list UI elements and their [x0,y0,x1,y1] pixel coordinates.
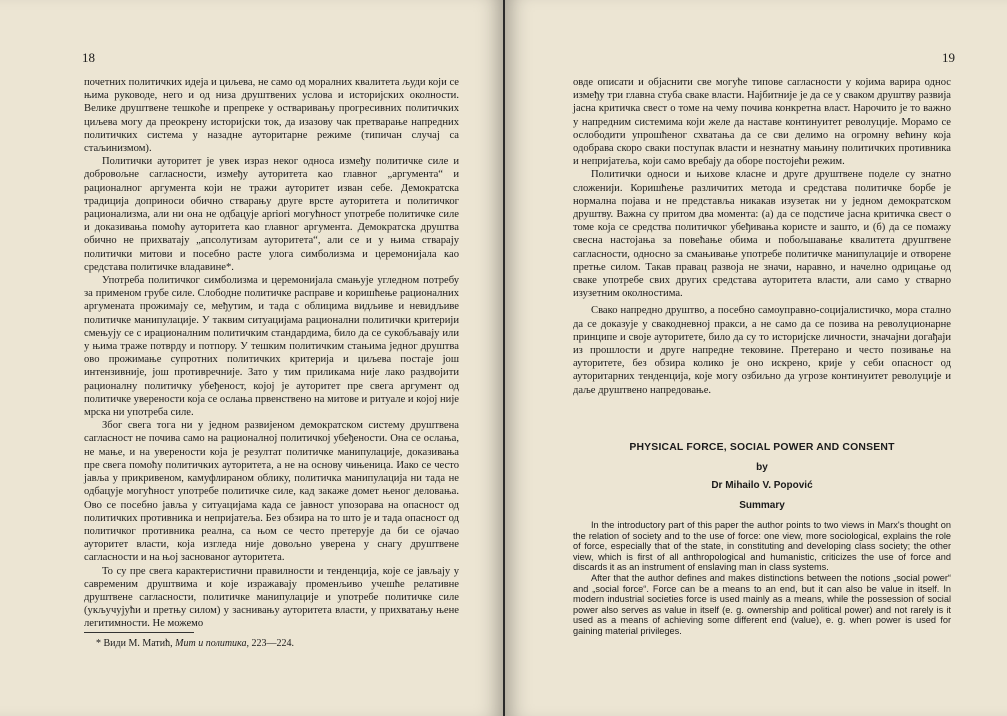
footnote-rule [84,632,194,633]
left-page [0,0,503,716]
summary-title: PHYSICAL FORCE, SOCIAL POWER AND CONSENT [629,442,895,453]
paragraph: Употреба политичког симболизма и церемонијала смањује угледном потребу за применом грубе силе. Слободне политичке расправе и коришћење рационалних аргумената прожимају се, међутим, и тада с облицима видљиве и невидљиве политичке манипулације. У таквим ситуацијама рационални политички критерији смењују се с ирационалним политичким стандардима, било да се сукобљавају или у њима траже потврду и потпору. У тешким политичким стањима једног друштва ово прожимање супротних политичких критерија и циљева постаје још интензивније, још противречније. Зато у тим приликама није лако раздвојити рационалну политичку убеђеност, којој је ауторитет пре свега аргумент од политичке уверености која се ослања првенствено на митове и ритуале и којој није мрска ни употреба силе. [84,275,459,419]
body-text [84,76,459,631]
summary-by: by [756,462,768,473]
summary-paragraph: After that the author defines and makes distinctions between the notions „social power“ and „social force“. Force can be a means to an end, but it can also be value in itself. In modern industrial societies force is used mainly as a means, while the possession of social power also serves as value in itself (e. g. ownership and political power) and not rarely is it used as a means of achieving some different end (value), e. g. when power is used for gaining material privileges. [573,572,951,636]
paragraph: почетних политичких идеја и циљева, не само од моралних квалитета људи који се њима руководе, него и од низа друштвених услова и историјских околности. Велике друштвене тешкоће и препреке у остваривању прогресивних политичких циљева могу да преокрену историјски ток, да изазову чак претварање напредних политичких система у назадне ауторитарне режиме (типичан случај са стаљинизмом). [84,77,459,155]
summary-heading: Summary [739,500,785,511]
paragraph: То су пре свега карактеристични правилности и тенденција, које се јављају у савременим друштвима и које изражавају променљиво учешће релативне друштвене сагласности, политичке манипулације и употребе политичке силе (укључујући и претњу силом) у заснивању ауторитета власти, у прихватању њене легитимности. Не можемо [84,565,459,630]
paragraph: Због свега тога ни у једном развијеном демократском систему друштвена сагласност не почива само на рационалној политичкој убеђености. Она се ослања, не мање, и на уверености која је резултат политичке манипулације, доказивања пре свега помоћу политичких ауторитета, а не на основу чињеница. Иако се често јавља у прикривеном, камуфлираном облику, политичка манипулација ни тада не одбацује могућност употребе политичке силе, кад закаже домет њеног деловања. Ово се посебно јавља у ситуацијама када се јавност упозорава на опасност од политичких противника и непријатеља. Без обзира на то што је и тада опасност од политичког противника реална, са њом се често претерује да би се ојачао ауторитет власти, која изгледа није довољно уверена у снагу друштвене сагласности и на њој заснованог ауторитета. [84,420,459,564]
paragraph: Свако напредно друштво, а посебно самоуправно-социјалистичко, мора стално да се доказује у свакодневној пракси, а не само да се позива на револуционарне принципе и своје ауторитете, било да су то историјске личности, значајни догађаји из прошлости и друге напредне тековине. Претерано и често позивање на ауторитете, без обзира колико је оно искрено, крије у себи опасност од ауторитарних тенденција, које могу озбиљно да угрозе континуитет револуције и даље друштвено напредовање. [573,305,951,396]
paragraph: Политички ауторитет је увек израз неког односа између политичке силе и добровољне сагласности, између ауторитета као главног „аргумента“ и рационалног аргумента који не тражи ауторитет изван себе. Демократска традиција доприноси обично стварању друге врсте ауторитета и политичког рационализма, али ни она не одбацује apriori могућност употребе политичке силе и доказивања помоћу ауторитета као главног аргумента. Демократска друштва обично не прихватају „апсолутизам ауторитета“, али се и у њима стварају политички митови и посебно расте улога симболизма и церемонијала као средстава политичке владавине*. [84,156,459,273]
summary-text [573,520,951,637]
summary-author: Dr Mihailo V. Popović [711,480,813,491]
english-summary [573,442,951,637]
page-number: 18 [82,50,95,65]
footnote [84,632,459,650]
summary-paragraph: In the introductory part of this paper the author points to two views in Marx's thought on the relation of society and to the use of force: one view, more sociological, explains the role of force, especially that of the state, in constituting and developing class society; the other view, which is first of all anthropological and humanistic, criticizes the use of force and discards it as an instrument of enslaving man in class systems. [573,520,951,573]
body-text [573,76,951,397]
right-page [505,0,1007,716]
paragraph: Политички односи и њихове класне и друге друштвене поделе су знатно сложенији. Коришћење различитих метода и средстава политичке борбе је нормална појава и не представља никакав изузетак ни у једном демократском друштву. Важна су притом два момента: (а) да се подстиче јасна критичка свест о томе која се средства политичког убеђивања користе и зашто, и (б) да се помажу свесна настојања за повећање обима и побољшавање квалитета друштвене сагласности, односно за смањивање употребе политичке манипулације и отворене претње силом. Такав правац развоја не значи, наравно, и начелно одрицање од сваке употребе свих других средстава ауторитета власти, али само у стварно изузетним околностима. [573,169,951,300]
footnote-title: Мит и политика, [175,638,249,649]
page-number: 19 [942,50,955,65]
footnote-pages: 223—224. [251,638,294,649]
footnote-label: * Види М. Матић, [96,638,173,649]
paragraph: овде описати и објаснити све могуће типове сагласности у којима варира однос између три главна стуба сваке власти. Најбитније је да се у сваком друштву развија јасна критичка свест о томе на чему почива конкретна власт. Нарочито је то важно у напредним системима који желе да наставе континуитет револуције. Морамо се ослободити упрошћеног схватања да се сви делимо на огромну већину која одобрава скоро сваки поступак власти и незнатну мањину политичких противника и непријатеља, који само вребају да оборе постојећи режим. [573,77,951,168]
